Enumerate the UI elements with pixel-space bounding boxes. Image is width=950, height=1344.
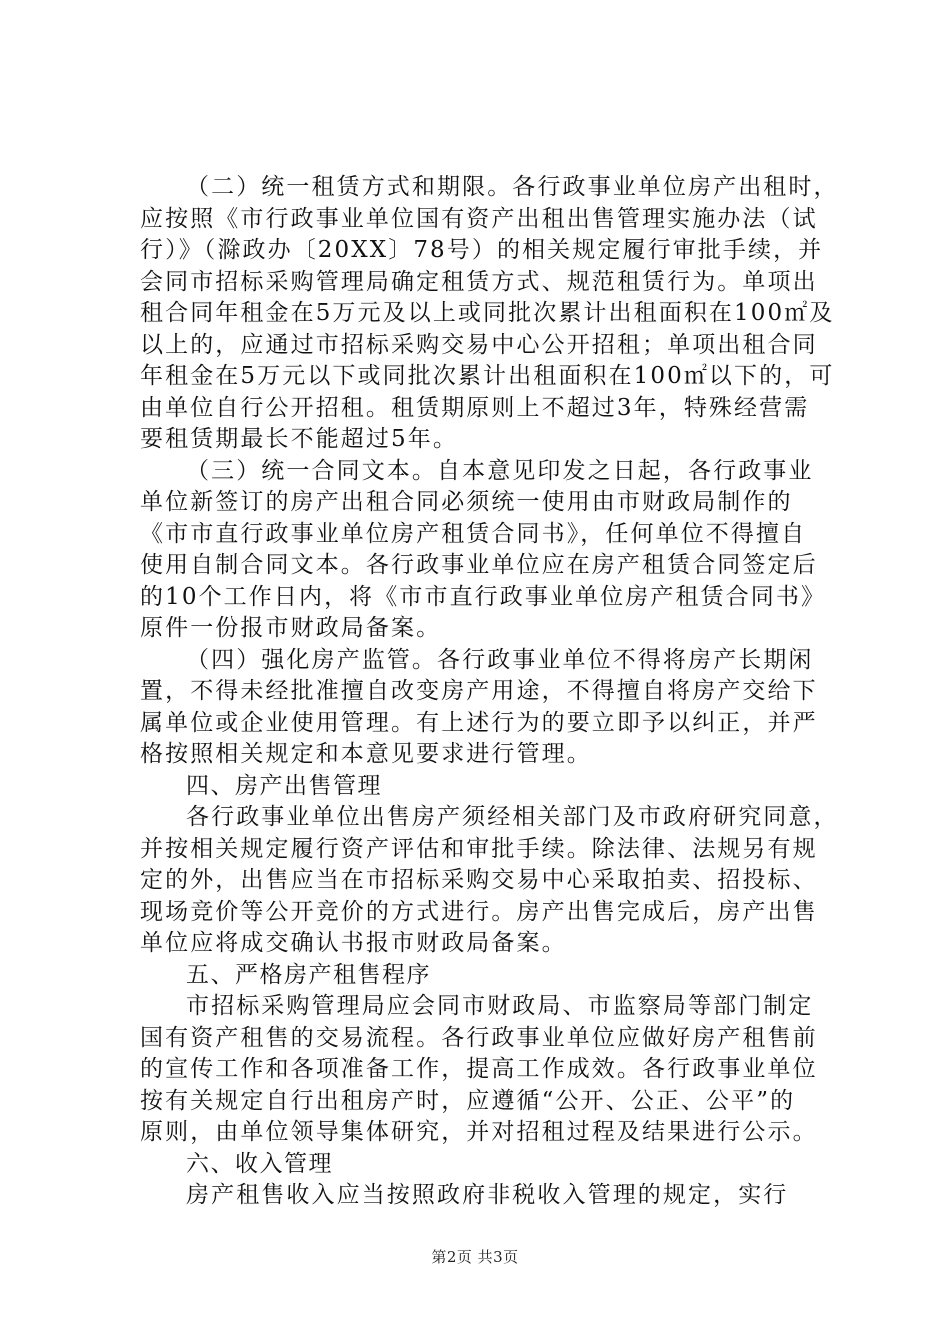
- paragraph-contract-text: [140, 456, 830, 645]
- text-line: 行）》（滁政办〔20XX〕78号）的相关规定履行审批手续，并: [140, 237, 824, 263]
- text-line: 会同市招标采购管理局确定租赁方式、规范租赁行为。单项出: [140, 268, 818, 295]
- text-line: 各行政事业单位出售房产须经相关部门及市政府研究同意，: [186, 804, 839, 830]
- text-line: 的10个工作日内，将《市市直行政事业单位房产租赁合同书》: [140, 583, 827, 610]
- text-line: 定的外，出售应当在市招标采购交易中心采取拍卖、招投标、: [140, 867, 818, 893]
- paragraph-income: [140, 1180, 830, 1212]
- text-line: （三）统一合同文本。自本意见印发之日起，各行政事业: [186, 457, 814, 484]
- text-line: 属单位或企业使用管理。有上述行为的要立即予以纠正，并严: [140, 709, 818, 736]
- text-line: 使用自制合同文本。各行政事业单位应在房产租赁合同签定后: [140, 552, 818, 578]
- section-heading: 四、房产出售管理: [186, 772, 382, 799]
- text-line: 要租赁期最长不能超过5年。: [140, 426, 458, 452]
- text-line: 原则，由单位领导集体研究，并对招租过程及结果进行公示。: [140, 1119, 818, 1145]
- text-line: 由单位自行公开招租。租赁期原则上不超过3年，特殊经营需: [140, 394, 810, 421]
- text-line: 市招标采购管理局应会同市财政局、市监察局等部门制定: [186, 993, 814, 1019]
- page-footer: 第2页 共3页: [431, 1248, 519, 1266]
- text-line: 单位新签订的房产出租合同必须统一使用由市财政局制作的: [140, 489, 793, 515]
- section-heading: 五、严格房产租售程序: [186, 961, 431, 988]
- section-heading: 六、收入管理: [186, 1150, 333, 1177]
- paragraph-supervision: [140, 645, 830, 771]
- text-line: 现场竞价等公开竞价的方式进行。房产出售完成后，房产出售: [140, 898, 818, 925]
- text-line: 应按照《市行政事业单位国有资产出租出售管理实施办法（试: [140, 205, 818, 232]
- text-line: 以上的，应通过市招标采购交易中心公开招租；单项出租合同: [140, 331, 818, 358]
- text-line: 按有关规定自行出租房产时，应遵循“公开、公正、公平”的: [140, 1087, 796, 1114]
- text-line: （二）统一租赁方式和期限。各行政事业单位房产出租时，: [186, 174, 839, 200]
- text-line: 格按照相关规定和本意见要求进行管理。: [140, 741, 592, 767]
- text-line: 《市市直行政事业单位房产租赁合同书》，任何单位不得擅自: [140, 520, 807, 547]
- text-line: 原件一份报市财政局备案。: [140, 615, 442, 641]
- text-line: 的宣传工作和各项准备工作，提高工作成效。各行政事业单位: [140, 1056, 818, 1082]
- paragraph-sale-management: [140, 802, 839, 960]
- document-body: [140, 172, 839, 1212]
- text-line: （四）强化房产监管。各行政事业单位不得将房产长期闲: [186, 646, 814, 673]
- text-line: 置，不得未经批准擅自改变房产用途，不得擅自将房产交给下: [140, 678, 818, 704]
- text-line: 房产租售收入应当按照政府非税收入管理的规定，实行: [186, 1182, 789, 1208]
- text-line: 并按相关规定履行资产评估和审批手续。除法律、法规另有规: [140, 835, 818, 862]
- text-line: 单位应将成交确认书报市财政局备案。: [140, 930, 567, 956]
- text-line: 年租金在5万元以下或同批次累计出租面积在100㎡以下的，可: [140, 363, 835, 389]
- paragraph-lease-method: [140, 172, 839, 456]
- text-line: 国有资产租售的交易流程。各行政事业单位应做好房产租售前: [140, 1024, 818, 1051]
- paragraph-procedure: [140, 991, 830, 1149]
- text-line: 租合同年租金在5万元及以上或同批次累计出租面积在100㎡及: [140, 300, 835, 326]
